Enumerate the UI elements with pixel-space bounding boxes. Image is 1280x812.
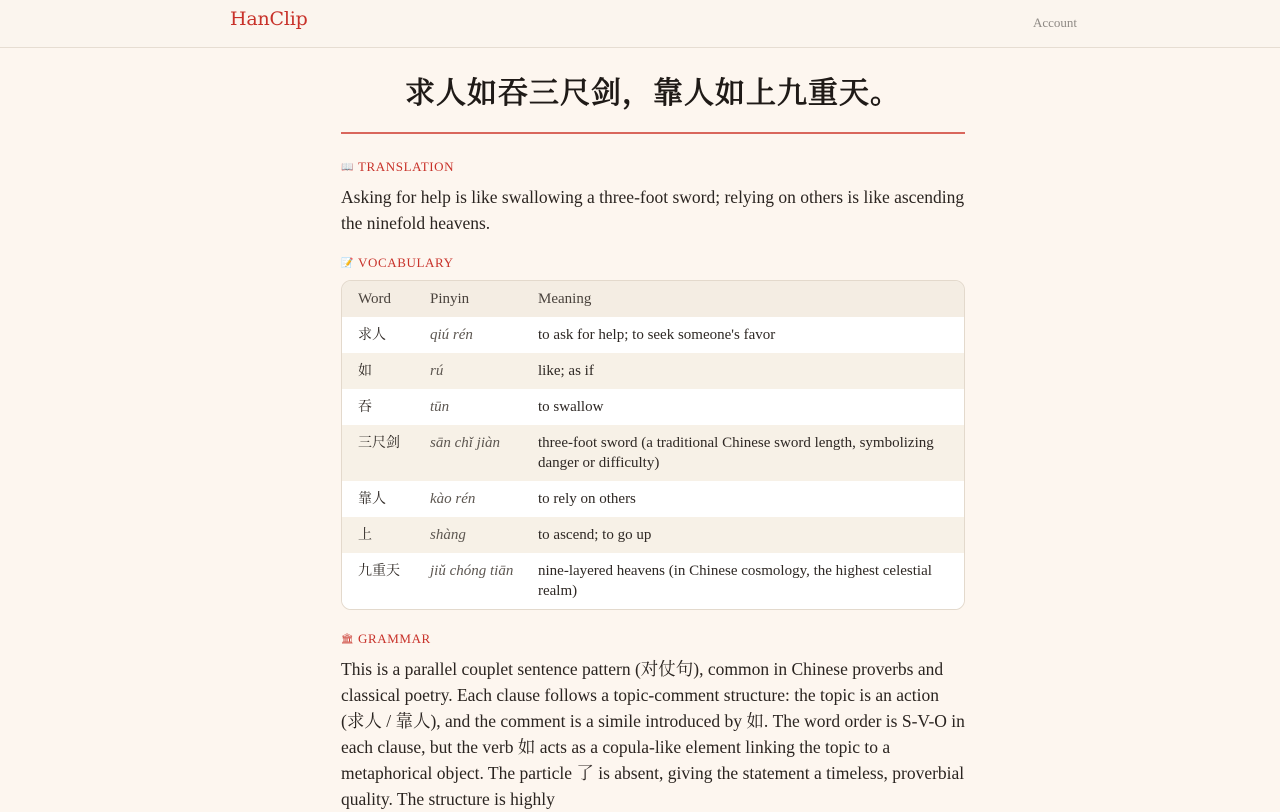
vocab-meaning: like; as if — [538, 363, 594, 379]
vocab-pinyin: tūn — [430, 399, 450, 415]
vocab-pinyin: kào rén — [430, 491, 476, 507]
vocab-word: 如 — [358, 363, 372, 379]
vocabulary-header — [341, 254, 965, 272]
top-bar — [0, 0, 1280, 48]
vocab-word: 吞 — [358, 399, 372, 415]
table-row — [342, 553, 964, 609]
translation-text: Asking for help is like swallowing a three-foot sword; relying on others is like ascending the ninefold heavens. — [341, 187, 965, 233]
classical-building-icon: 🏛 — [341, 633, 355, 645]
vocab-word: 九重天 — [358, 563, 400, 579]
table-row — [342, 389, 964, 425]
table-row — [342, 481, 964, 517]
vocab-meaning: three-foot sword (a traditional Chinese sword length, symbolizing danger or difficulty) — [538, 435, 934, 471]
table-row — [342, 425, 964, 481]
vocab-pinyin: rú — [430, 363, 444, 379]
translation-label: TRANSLATION — [358, 159, 455, 174]
table-row — [342, 317, 964, 353]
vocab-meaning: to ask for help; to seek someone's favor — [538, 327, 776, 343]
table-row — [342, 353, 964, 389]
vocab-word: 三尺剑 — [358, 435, 400, 451]
memo-icon: 📝 — [341, 257, 355, 269]
chinese-sentence: 求人如吞三尺剑，靠人如上九重天。 — [405, 76, 901, 111]
vocab-word: 求人 — [358, 327, 386, 343]
vocab-pinyin: sān chǐ jiàn — [430, 435, 500, 451]
vocab-word: 靠人 — [358, 491, 386, 507]
vocab-meaning: nine-layered heavens (in Chinese cosmology, the highest celestial realm) — [538, 563, 932, 599]
vocabulary-label: VOCABULARY — [358, 255, 454, 270]
vocab-word: 上 — [358, 527, 372, 543]
vocab-meaning: to swallow — [538, 399, 604, 415]
account-link[interactable]: Account — [1032, 15, 1077, 30]
grammar-text: This is a parallel couplet sentence pattern (对仗句), common in Chinese proverbs and classical poetry. Each clause follows a topic-comment structure: the topic is an action (求人 / 靠人), and the comment is a simile introduced by 如. The word order is S-V-O in each clause, but the verb 如 acts as a copula-like element linking the topic to a metaphorical object. The particle 了 is absent, giving the statement a timeless, proverbial quality. The structure is highly — [341, 659, 965, 809]
grammar-header — [341, 630, 965, 648]
table-row — [342, 517, 964, 553]
table-header-row — [342, 281, 964, 317]
vocab-pinyin: qiú rén — [430, 327, 473, 343]
vocabulary-table — [342, 281, 964, 609]
vocab-pinyin: shàng — [430, 527, 466, 543]
main-content — [341, 48, 965, 812]
vocab-pinyin: jiǔ chóng tiān — [430, 563, 514, 579]
translation-header — [341, 158, 965, 176]
grammar-label: GRAMMAR — [358, 631, 431, 646]
vocab-meaning: to ascend; to go up — [538, 527, 652, 543]
book-icon: 📖 — [341, 161, 355, 173]
title-divider — [341, 132, 965, 134]
vocabulary-table-card — [341, 280, 965, 610]
column-header-word: Word — [358, 290, 391, 307]
column-header-meaning: Meaning — [538, 290, 592, 307]
vocab-meaning: to rely on others — [538, 491, 636, 507]
brand-logo[interactable]: HanClip — [230, 8, 308, 30]
column-header-pinyin: Pinyin — [430, 290, 470, 307]
